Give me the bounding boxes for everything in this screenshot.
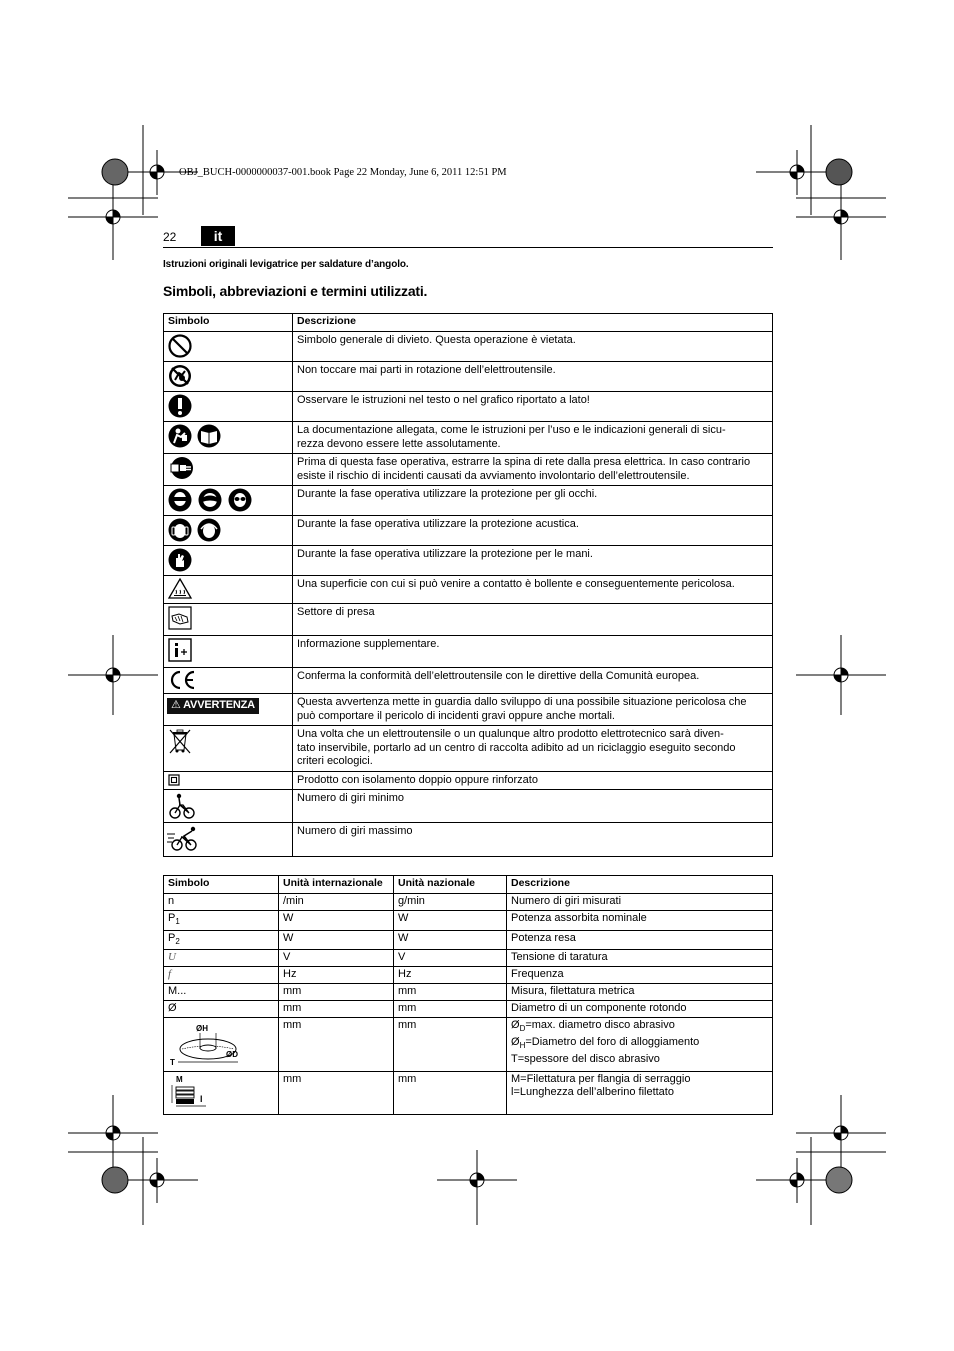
- unit-symbol-subscript: 1: [175, 917, 180, 927]
- unit-international: mm: [279, 1071, 394, 1115]
- unit-symbol: U: [164, 950, 279, 967]
- table-row: [164, 823, 773, 857]
- disc-label-od: ØD: [226, 1050, 238, 1060]
- table-row: [164, 1071, 773, 1115]
- unit-international: Hz: [279, 967, 394, 984]
- unit-national: W: [394, 911, 507, 931]
- unit-description: Potenza resa: [507, 930, 773, 950]
- symbol-description: Settore di presa: [293, 604, 773, 636]
- symbol-description: Conferma la conformità dell’elettroutensile con le direttive della Comunità europea.: [293, 668, 773, 694]
- symbol-description: Durante la fase operativa utilizzare la protezione acustica.: [293, 516, 773, 546]
- unplug-icon: [167, 455, 195, 481]
- description-subscript: D: [519, 1024, 526, 1034]
- unit-national: V: [394, 950, 507, 967]
- read-manual-icon: [167, 423, 223, 449]
- unit-symbol-letter: P: [168, 912, 176, 924]
- hot-surface-icon: [167, 577, 193, 601]
- unit-symbol: [164, 1018, 279, 1072]
- symbols-table: [163, 313, 773, 857]
- section-title: Simboli, abbreviazioni e termini utilizzati.: [163, 283, 428, 299]
- unit-description: Potenza assorbita nominale: [507, 911, 773, 931]
- column-header: Descrizione: [293, 314, 773, 332]
- description-line: [511, 1053, 768, 1067]
- unit-symbol: [164, 930, 279, 950]
- unit-national: g/min: [394, 894, 507, 911]
- prohibition-icon: [167, 333, 193, 359]
- info-icon: [167, 637, 193, 663]
- column-header: Descrizione: [507, 876, 773, 894]
- warning-badge: [167, 698, 259, 714]
- column-header: Unità internazionale: [279, 876, 394, 894]
- symbol-description: La documentazione allegata, come le istruzioni per l’uso e le indicazioni generali di sicu- rezza devono essere lette assolutamente.: [293, 422, 773, 454]
- description-line: M=Filettatura per flangia di serraggio: [511, 1072, 691, 1085]
- eye-protection-icon: [167, 487, 253, 513]
- symbol-description: Durante la fase operativa utilizzare la protezione per le mani.: [293, 546, 773, 576]
- unit-international: mm: [279, 1001, 394, 1018]
- double-insulation-icon: [167, 773, 181, 787]
- disc-label-oh: ØH: [196, 1024, 208, 1034]
- exclamation-icon: [167, 393, 193, 419]
- language-badge: it: [201, 226, 235, 246]
- unit-national: mm: [394, 1001, 507, 1018]
- thread-label-m: M: [176, 1074, 183, 1084]
- unit-description: [507, 1018, 773, 1072]
- symbol-description: Prima di questa fase operativa, estrarre la spina di rete dalla presa elettrica. In caso contrario esiste il rischio di incidenti causati da avviamento involontario dell’elettroutensile.: [293, 454, 773, 486]
- spindle-thread-icon: [168, 1073, 208, 1109]
- unit-international: /min: [279, 894, 394, 911]
- symbol-description: Osservare le istruzioni nel testo o nel grafico riportato a lato!: [293, 392, 773, 422]
- unit-symbol: [164, 911, 279, 931]
- unit-symbol: Ø: [164, 1001, 279, 1018]
- table-row: [164, 332, 773, 362]
- unit-international: W: [279, 930, 394, 950]
- table-row: [164, 392, 773, 422]
- description-subscript: H: [519, 1041, 526, 1051]
- unit-symbol: n: [164, 894, 279, 911]
- table-row: [164, 726, 773, 772]
- header-rule: [163, 247, 773, 248]
- table-row: [164, 604, 773, 636]
- weee-bin-icon: [167, 727, 193, 755]
- disc-label-t: T: [170, 1058, 175, 1066]
- unit-international: W: [279, 911, 394, 931]
- page-number: 22: [163, 230, 177, 244]
- unit-description: Misura, filettatura metrica: [507, 984, 773, 1001]
- description-text: Ø: [511, 1036, 520, 1049]
- table-row: [164, 984, 773, 1001]
- symbol-description: Una superficie con cui si può venire a contatto è bollente e conseguentemente pericolosa.: [293, 576, 773, 604]
- ce-mark-icon: [167, 669, 197, 691]
- table-row: [164, 546, 773, 576]
- unit-description: Diametro di un componente rotondo: [507, 1001, 773, 1018]
- table-row: [164, 516, 773, 546]
- symbol-description: Numero di giri minimo: [293, 790, 773, 823]
- unit-international: V: [279, 950, 394, 967]
- table-row: [164, 454, 773, 486]
- table-row: [164, 771, 773, 790]
- disc-dimensions-icon: [168, 1019, 248, 1065]
- ear-protection-icon: [167, 517, 223, 543]
- unit-description: Numero di giri misurati: [507, 894, 773, 911]
- table-row: [164, 790, 773, 823]
- symbol-description: Prodotto con isolamento doppio oppure rinforzato: [293, 771, 773, 790]
- symbol-description: Durante la fase operativa utilizzare la protezione per gli occhi.: [293, 486, 773, 516]
- unit-symbol-letter: P: [168, 931, 176, 944]
- unit-national: W: [394, 930, 507, 950]
- symbol-description: Una volta che un elettroutensile o un qualunque altro prodotto elettrotecnico sarà diven- tato inservibile, portarlo ad un centro di raccolta adibito ad un riciclaggio eseguito secondo criteri ecologici.: [293, 726, 773, 772]
- description-text: Ø: [511, 1019, 520, 1032]
- description-line: [511, 1036, 768, 1053]
- table-row: [164, 422, 773, 454]
- unit-symbol: f: [164, 967, 279, 984]
- description-text: T=spessore del disco abrasivo: [511, 1052, 660, 1065]
- unit-description: [507, 1071, 773, 1115]
- symbol-description: Informazione supplementare.: [293, 636, 773, 668]
- table-header-row: [164, 876, 773, 894]
- no-touch-rotating-icon: [167, 363, 193, 389]
- unit-national: Hz: [394, 967, 507, 984]
- max-speed-icon: [167, 824, 201, 854]
- table-row: [164, 930, 773, 950]
- grip-area-icon: [167, 605, 193, 631]
- description-text: =max. diametro disco abrasivo: [525, 1019, 675, 1032]
- table-row: [164, 694, 773, 726]
- description-line: [511, 1019, 768, 1036]
- symbol-description: Simbolo generale di divieto. Questa operazione è vietata.: [293, 332, 773, 362]
- unit-international: mm: [279, 1018, 394, 1072]
- unit-symbol: M...: [164, 984, 279, 1001]
- table-row: [164, 967, 773, 984]
- warning-badge-label: AVVERTENZA: [183, 699, 255, 711]
- description-text: =Diametro del foro di alloggiamento: [525, 1036, 700, 1049]
- thread-label-l: l: [200, 1093, 203, 1104]
- hand-protection-icon: [167, 547, 193, 573]
- table-row: [164, 1018, 773, 1072]
- table-row: [164, 950, 773, 967]
- min-speed-icon: [167, 791, 197, 821]
- symbol-description: Numero di giri massimo: [293, 823, 773, 857]
- column-header: Unità nazionale: [394, 876, 507, 894]
- unit-international: mm: [279, 984, 394, 1001]
- table-row: [164, 668, 773, 694]
- unit-description: Tensione di taratura: [507, 950, 773, 967]
- unit-national: mm: [394, 1071, 507, 1115]
- table-row: [164, 486, 773, 516]
- units-table: [163, 875, 773, 1115]
- table-row: [164, 636, 773, 668]
- book-info-line: OBJ_BUCH-0000000037-001.book Page 22 Monday, June 6, 2011 12:51 PM: [179, 167, 507, 178]
- symbol-description: Questa avvertenza mette in guardia dallo sviluppo di una possibile situazione pericolosa che può comportare il pericolo di incidenti gravi oppure anche mortali.: [293, 694, 773, 726]
- table-row: [164, 1001, 773, 1018]
- document-subtitle: Istruzioni originali levigatrice per saldature d’angolo.: [163, 259, 409, 270]
- table-row: [164, 894, 773, 911]
- unit-symbol-subscript: 2: [175, 936, 180, 946]
- column-header: Simbolo: [164, 314, 293, 332]
- table-row: [164, 576, 773, 604]
- unit-national: mm: [394, 984, 507, 1001]
- table-row: [164, 362, 773, 392]
- warning-triangle-icon: ⚠: [171, 699, 181, 711]
- description-line: l=Lunghezza dell’alberino filettato: [511, 1086, 674, 1099]
- unit-national: mm: [394, 1018, 507, 1072]
- table-header-row: [164, 314, 773, 332]
- unit-description: Frequenza: [507, 967, 773, 984]
- symbol-description: Non toccare mai parti in rotazione dell’elettroutensile.: [293, 362, 773, 392]
- column-header: Simbolo: [164, 876, 279, 894]
- unit-symbol: [164, 1071, 279, 1115]
- table-row: [164, 911, 773, 931]
